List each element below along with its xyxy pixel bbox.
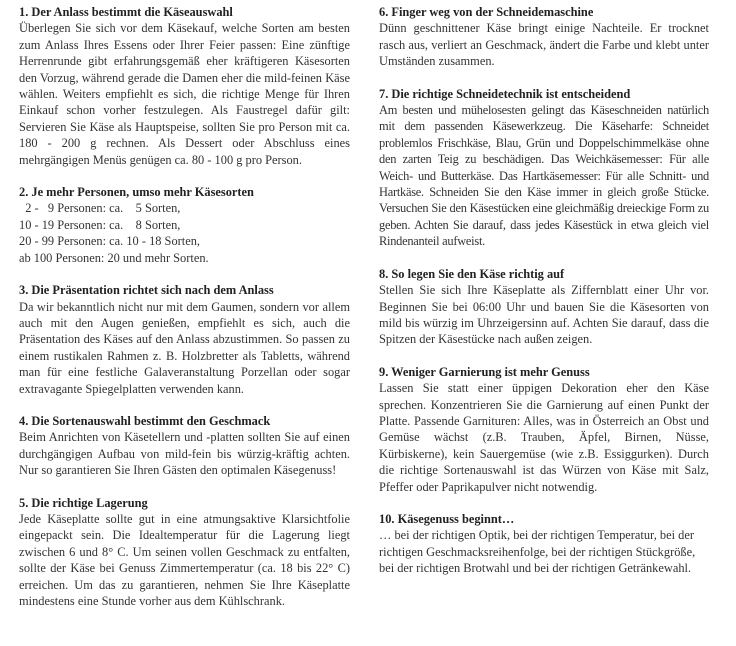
right-column — [379, 4, 709, 593]
section-8-text: Stellen Sie sich Ihre Käseplatte als Ziffernblatt einer Uhr vor. Beginnen Sie bei 06:00 Uhr und bauen Sie die Käsesorten von mild bis würzig im Uhrzeigersinn auf. Achten Sie darauf, dass die Spitzen der Käsestücke nach außen zeigen. — [379, 283, 709, 347]
section-5-text: Jede Käseplatte sollte gut in eine atmungsaktive Klarsichtfolie eingepackt sein. Die Idealtemperatur für die Lagerung liegt zwischen 6 und 8° C. Um seinen vollen Geschmack zu entfalten, sollte der Käse bei Genuss Zimmertemperatur (ca. 18 bis 22° C) erreichen. Um das zu garantieren, nehmen Sie Ihre Käseplatte mindestens eine Stunde vorher aus dem Kühlschrank. — [19, 511, 350, 608]
section-4-heading: 4. Die Sortenauswahl bestimmt den Geschmack — [19, 413, 271, 428]
section-6-heading: 6. Finger weg von der Schneidemaschine — [379, 5, 594, 19]
section-2 — [19, 184, 350, 266]
section-3-heading: 3. Die Präsentation richtet sich nach dem Anlass — [19, 283, 274, 298]
section-4-text: Beim Anrichten von Käsetellern und -platten sollten Sie auf einen durchgängigen Aufbau von mild-fein bis würzig-kräftig achten. Nur so garantieren Sie Ihren Gästen den optimalen Käsegenuss! — [19, 430, 350, 478]
persons-line-3: 20 - 99 Personen: ca. 10 - 18 Sorten, — [19, 234, 201, 249]
persons-list — [19, 200, 350, 266]
section-10-heading: 10. Käsegenuss beginnt… — [379, 511, 515, 526]
section-1-text: Überlegen Sie sich vor dem Käsekauf, welche Sorten am besten zum Anlass Ihres Essens oder Ihrer Feier passen: Eine zünftige Herrenrunde gibt erfahrungsgemäß eher kräftigeren Käsesorten den Vorzug, während gerade die Damen eher die mild-feinen Käse wählen. Weiters empfiehlt es sich, die richtige Menge für Ihren Einkauf schon vorher festzulegen. Als Faustregel dafür gilt: Servieren Sie Käse als Hauptspeise, sollten Sie pro Person mit ca. 180 - 200 g rechnen. Als Dessert oder Abschluss eines mehrgängigen Menüs genügen ca. 80 - 100 g pro Person. — [19, 21, 350, 167]
section-6 — [379, 4, 709, 70]
section-9-text: Lassen Sie statt einer üppigen Dekoration eher den Käse sprechen. Konzentrieren Sie die Garnierung auf einen Punkt der Platte. Passende Garnituren: Alles, was in Österreich an Obst und Gemüse wächst (z.B. Trauben, Äpfel, Birnen, Nüsse, Kürbiskerne), kein Sauergemüse (wie z.B. Essiggurken). Durch die richtige Sortenauswahl ist das Würzen von Käse mit Salz, Pfeffer oder Paprikapulver nicht notwendig. — [379, 381, 709, 494]
section-7-heading: 7. Die richtige Schneidetechnik ist entscheidend — [379, 86, 631, 101]
section-9 — [379, 364, 709, 495]
section-3 — [19, 282, 350, 397]
left-column — [19, 4, 350, 625]
section-5-heading: 5. Die richtige Lagerung — [19, 495, 148, 510]
section-5 — [19, 495, 350, 610]
section-7 — [379, 86, 709, 250]
persons-line-1: 2 - 9 Personen: ca. 5 Sorten, — [19, 201, 181, 216]
section-1 — [19, 4, 350, 168]
section-6-text: Dünn geschnittener Käse bringt einige Nachteile. Er trocknet rasch aus, verliert an Geschmack, ändert die Farbe und klebt unter Umständen zusammen. — [379, 21, 709, 69]
section-9-heading: 9. Weniger Garnierung ist mehr Genuss — [379, 364, 590, 379]
section-10 — [379, 511, 709, 577]
section-3-text: Da wir bekanntlich nicht nur mit dem Gaumen, sondern vor allem auch mit den Augen genießen, empfiehlt es sich, auch die Präsentation des Käses auf den Anlass abzustimmen. So passen zu einem rustikalen Rahmen z. B. Holzbretter als Tabletts, während man für eine festliche Galaveranstaltung Porzellan oder sogar extravagante Spiegelplatten verwenden kann. — [19, 299, 350, 396]
section-8-heading: 8. So legen Sie den Käse richtig auf — [379, 266, 565, 281]
section-4 — [19, 413, 350, 479]
persons-line-4: ab 100 Personen: 20 und mehr Sorten. — [19, 250, 209, 265]
section-1-heading: 1. Der Anlass bestimmt die Käseauswahl — [19, 5, 233, 19]
section-8 — [379, 266, 709, 348]
persons-line-2: 10 - 19 Personen: ca. 8 Sorten, — [19, 217, 181, 232]
section-7-text: Am besten und mühelosesten gelingt das Käseschneiden natürlich mit dem passenden Käsewerkzeug. Die Käseharfe: Schneidet problemlos Frischkäse, Blau, Grün und Doppelschimmelkäse ohne den zarten Teig zu beschädigen. Das Weichkäsemesser: Für alle Weich- und Butterkäse. Das Hartkäsemesser: Für alle Schnitt- und Hartkäse. Schneiden Sie den Käse immer in gleich große Stücke. Versuchen Sie den Käsestücken eine gleichmäßig dreieckige Form zu geben. Achten Sie darauf, dass jedes Käsestück in etwa gleich viel Rindenanteil aufweist. — [379, 103, 709, 249]
section-2-heading: 2. Je mehr Personen, umso mehr Käsesorten — [19, 185, 254, 200]
section-10-text: … bei der richtigen Optik, bei der richtigen Temperatur, bei der richtigen Geschmacksreihenfolge, bei der richtigen Stückgröße, bei der richtigen Brotwahl und bei der richtigen Getränkewahl. — [379, 528, 696, 576]
